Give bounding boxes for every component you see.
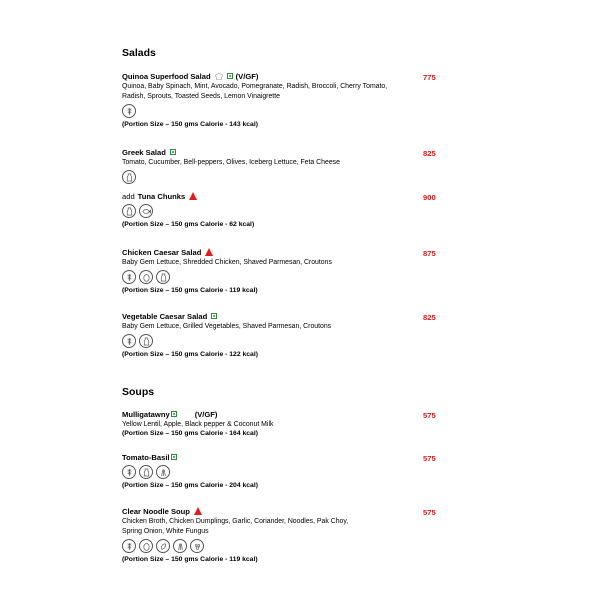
- section-title-soups: Soups: [122, 386, 155, 398]
- item-name: Chicken Caesar Salad: [122, 247, 202, 257]
- item-name: Tuna Chunks: [137, 191, 186, 201]
- gluten-icon: [122, 465, 136, 479]
- item-description: Radish, Sprouts, Toasted Seeds, Lemon Vinaigrette: [122, 93, 280, 100]
- portion-info: (Portion Size – 150 gms Calorie - 119 kcal): [122, 556, 258, 563]
- item-description: Quinoa, Baby Spinach, Mint, Avocado, Pomegranate, Radish, Broccoli, Cherry Tomato,: [122, 83, 388, 90]
- non-veg-icon: [205, 248, 213, 256]
- allergen-icons: [122, 170, 442, 185]
- item-name: Mulligatawny: [122, 409, 170, 419]
- item-description: Baby Gem Lettuce, Shredded Chicken, Shaved Parmesan, Croutons: [122, 259, 332, 266]
- fish-icon: [139, 204, 153, 218]
- allergen-icons: [122, 539, 442, 554]
- item-description: Baby Gem Lettuce, Grilled Vegetables, Shaved Parmesan, Croutons: [122, 323, 332, 330]
- menu-item-greek: [122, 146, 442, 185]
- dairy-icon: [122, 204, 136, 218]
- gluten-icon: [122, 104, 136, 118]
- egg-icon: [139, 539, 153, 553]
- dairy-icon: [156, 270, 170, 284]
- diet-tag: (V/GF): [194, 409, 218, 419]
- diet-tag: (V/GF): [235, 71, 259, 81]
- menu-item-tuna: [122, 190, 442, 228]
- item-description: Tomato, Cucumber, Bell-peppers, Olives, Iceberg Lettuce, Feta Cheese: [122, 159, 340, 166]
- item-name: Tomato-Basil: [122, 452, 170, 462]
- gluten-icon: [122, 270, 136, 284]
- section-title-salads: Salads: [122, 47, 156, 59]
- gluten-icon: [122, 539, 136, 553]
- veg-icon: [211, 313, 217, 319]
- item-price: 775: [423, 73, 436, 82]
- item-price: 575: [423, 411, 436, 420]
- portion-info: (Portion Size – 150 gms Calorie - 119 kcal): [122, 287, 258, 294]
- celery-icon: [156, 465, 170, 479]
- soy-icon: [156, 539, 170, 553]
- allergen-icons: [122, 465, 442, 480]
- portion-info: (Portion Size – 150 gms Calorie - 143 kcal): [122, 121, 258, 128]
- veg-icon: [170, 149, 176, 155]
- item-price: 575: [423, 508, 436, 517]
- veg-icon: [171, 454, 177, 460]
- non-veg-icon: [194, 507, 202, 515]
- veg-icon: [227, 73, 233, 79]
- gluten-icon: [122, 334, 136, 348]
- allergen-icons: [122, 334, 442, 349]
- portion-info: (Portion Size – 150 gms Calorie - 164 kcal): [122, 430, 258, 437]
- item-description: Yellow Lentil, Apple, Black pepper & Coconut Milk: [122, 421, 274, 428]
- non-veg-icon: [189, 192, 197, 200]
- item-price: 875: [423, 249, 436, 258]
- dairy-icon: [139, 465, 153, 479]
- egg-icon: [139, 270, 153, 284]
- item-description: Spring Onion, White Fungus: [122, 528, 209, 535]
- allergen-icons: [122, 104, 442, 119]
- menu-item-vegetable-caesar: [122, 310, 442, 358]
- item-prefix: add: [122, 191, 135, 201]
- dairy-icon: [139, 334, 153, 348]
- menu-item-clear-noodle-soup: [122, 505, 442, 563]
- item-name: Vegetable Caesar Salad: [122, 311, 208, 321]
- item-price: 900: [423, 193, 436, 202]
- dairy-icon: [122, 170, 136, 184]
- item-name: Greek Salad: [122, 147, 166, 157]
- portion-info: (Portion Size – 150 gms Calorie - 204 kcal): [122, 482, 258, 489]
- item-description: Chicken Broth, Chicken Dumplings, Garlic, Coriander, Noodles, Pak Choy,: [122, 518, 349, 525]
- item-name: Clear Noodle Soup: [122, 506, 190, 516]
- portion-info: (Portion Size – 150 gms Calorie - 122 kcal): [122, 351, 258, 358]
- item-name: Quinoa Superfood Salad: [122, 71, 211, 81]
- portion-info: (Portion Size – 150 gms Calorie - 62 kcal): [122, 221, 255, 228]
- veg-icon: [171, 411, 177, 417]
- allergen-icons: [122, 204, 442, 219]
- chef-hat-icon: [215, 73, 223, 80]
- menu-item-mulligatawny: [122, 408, 442, 437]
- item-price: 825: [423, 313, 436, 322]
- item-price: 575: [423, 454, 436, 463]
- allergen-icons: [122, 270, 442, 285]
- menu-item-tomato-basil: [122, 451, 442, 489]
- celery-icon: [173, 539, 187, 553]
- item-price: 825: [423, 149, 436, 158]
- menu-item-chicken-caesar: [122, 246, 442, 294]
- sesame-icon: [190, 539, 204, 553]
- menu-item-quinoa: [122, 70, 442, 128]
